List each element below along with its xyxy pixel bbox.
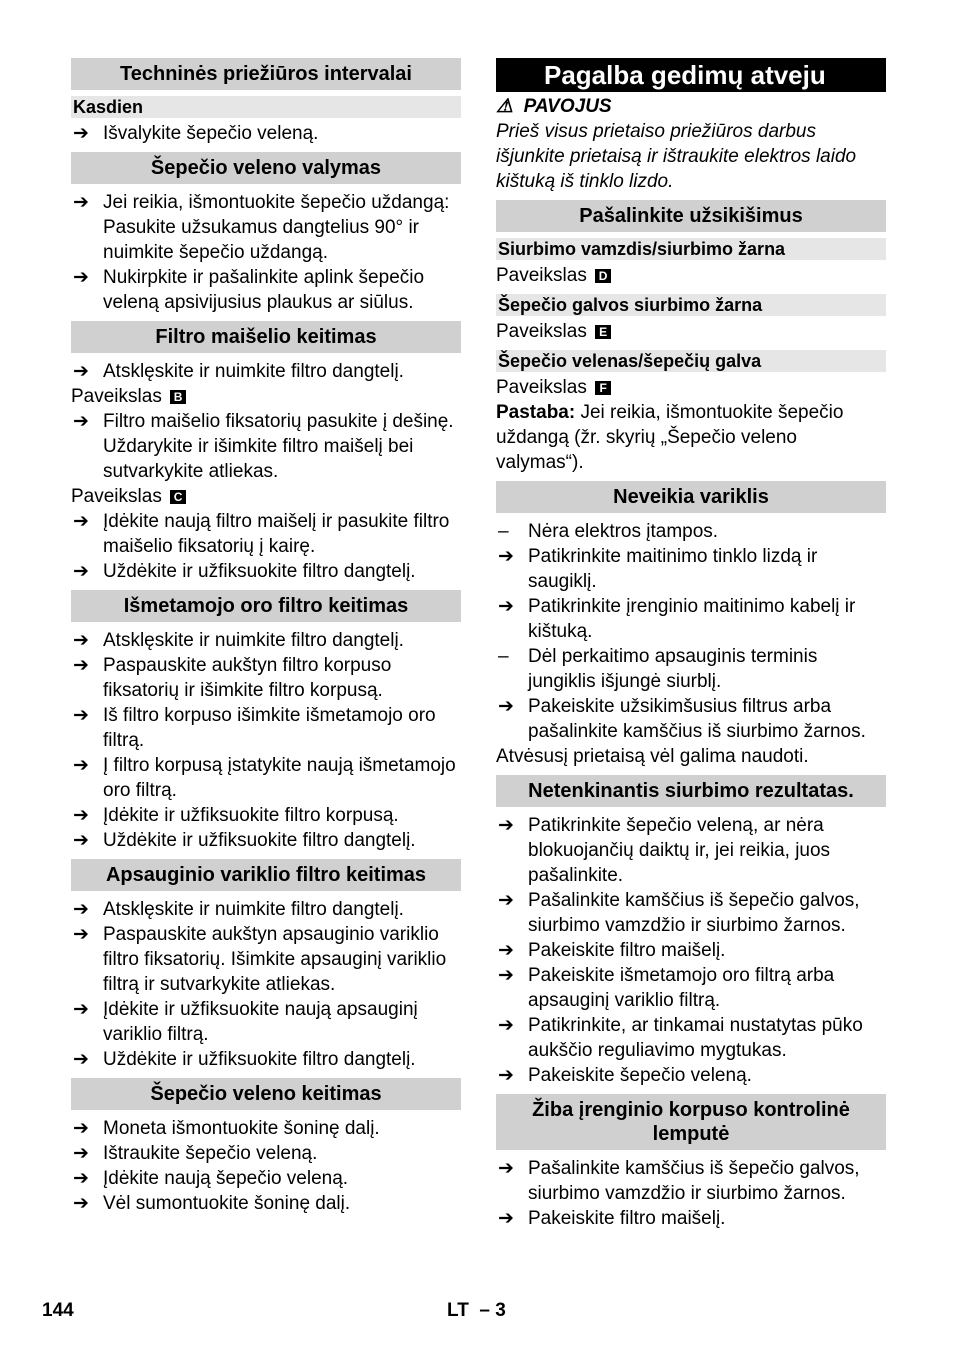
section-title: Techninės priežiūros intervalai xyxy=(71,58,461,90)
figure-badge: B xyxy=(170,390,186,404)
list-item: ➔ Filtro maišelio fiksatorių pasukite į dešinę. Uždarykite ir išimkite filtro maišelį bei sutvarkykite atliekas. xyxy=(73,411,454,482)
arrow-icon: ➔ xyxy=(498,1158,514,1179)
arrow-icon: ➔ xyxy=(73,192,89,213)
list-item: – Nėra elektros įtampos. xyxy=(498,521,719,542)
arrow-icon: ➔ xyxy=(73,999,89,1020)
section-title: Šepečio veleno keitimas xyxy=(71,1078,461,1110)
list-item: ➔ Įdėkite ir užfiksuokite naują apsauginį variklio filtrą. xyxy=(73,999,418,1045)
section-title: Išmetamojo oro filtro keitimas xyxy=(71,590,461,622)
list-item: ➔ Patikrinkite šepečio veleną, ar nėra blokuojančių daiktų ir, jei reikia, juos pašalinkite. xyxy=(498,815,831,886)
list-item: ➔ Patikrinkite maitinimo tinklo lizdą ir saugiklį. xyxy=(498,546,818,592)
section-title: Apsauginio variklio filtro keitimas xyxy=(71,859,461,891)
arrow-icon: ➔ xyxy=(498,596,514,617)
arrow-icon: ➔ xyxy=(73,1168,89,1189)
subsection-title: Šepečio galvos siurbimo žarna xyxy=(496,294,886,316)
warning-icon: ⚠ xyxy=(496,96,514,117)
arrow-icon: ➔ xyxy=(73,924,89,945)
figure-ref: Paveikslas B xyxy=(71,384,461,409)
figure-badge: D xyxy=(595,269,611,283)
dash-marker: – xyxy=(498,646,509,667)
note: Pastaba: Jei reikia, išmontuokite šepečio uždangą (žr. skyrių „Šepečio veleno valymas“). xyxy=(496,402,844,473)
section-title: Netenkinantis siurbimo rezultatas. xyxy=(496,775,886,807)
figure-badge: E xyxy=(595,325,611,339)
figure-ref: Paveikslas F xyxy=(496,375,886,400)
section-title: Šepečio veleno valymas xyxy=(71,152,461,184)
page-footer-label: LT – 3 xyxy=(447,1300,506,1321)
subsection-title: Šepečio velenas/šepečių galva xyxy=(496,350,886,372)
section-title: Pašalinkite užsikišimus xyxy=(496,200,886,232)
list-item: ➔ Uždėkite ir užfiksuokite filtro dangtelį. xyxy=(73,1049,416,1070)
section-title: Neveikia variklis xyxy=(496,481,886,513)
list-item: ➔ Pakeiskite užsikimšusius filtrus arba pašalinkite kamščius iš siurbimo žarnos. xyxy=(498,696,866,742)
list-item: ➔ Patikrinkite įrenginio maitinimo kabelį ir kištuką. xyxy=(498,596,856,642)
list-item: ➔ Uždėkite ir užfiksuokite filtro dangtelį. xyxy=(73,561,416,582)
list-item: ➔ Vėl sumontuokite šoninę dalį. xyxy=(73,1193,351,1214)
page-number: 144 xyxy=(42,1300,74,1321)
list-item: ➔ Įdėkite naują šepečio veleną. xyxy=(73,1168,349,1189)
arrow-icon: ➔ xyxy=(73,755,89,776)
arrow-icon: ➔ xyxy=(73,705,89,726)
list-item: ➔ Pakeiskite filtro maišelį. xyxy=(498,1208,726,1229)
arrow-icon: ➔ xyxy=(73,267,89,288)
warning-text: Prieš visus prietaiso priežiūros darbus išjunkite prietaisą ir ištraukite elektros laido kištuką iš tinklo lizdo. xyxy=(496,121,857,192)
arrow-icon: ➔ xyxy=(73,561,89,582)
figure-ref: Paveikslas C xyxy=(71,484,461,509)
arrow-icon: ➔ xyxy=(498,546,514,567)
left-column xyxy=(71,58,461,1216)
list-item: ➔ Išvalykite šepečio veleną. xyxy=(73,123,319,144)
list-item: ➔ Pakeiskite išmetamojo oro filtrą arba apsauginį variklio filtrą. xyxy=(498,965,835,1011)
list-item: ➔ Nukirpkite ir pašalinkite aplink šepečio veleną apsivijusius plaukus ar siūlus. xyxy=(73,267,425,313)
list-item: ➔ Uždėkite ir užfiksuokite filtro dangtelį. xyxy=(73,830,416,851)
list-item: ➔ Paspauskite aukštyn apsauginio variklio filtro fiksatorių. Išimkite apsauginį variklio filtrą ir sutvarkykite atliekas. xyxy=(73,924,447,995)
figure-badge: F xyxy=(595,381,611,395)
right-column xyxy=(496,58,886,1231)
section-title: Žiba įrenginio korpuso kontrolinė lemputė xyxy=(496,1094,886,1150)
subsection-title: Siurbimo vamzdis/siurbimo žarna xyxy=(496,238,886,260)
arrow-icon: ➔ xyxy=(73,830,89,851)
arrow-icon: ➔ xyxy=(73,805,89,826)
list-item: ➔ Įdėkite naują filtro maišelį ir pasukite filtro maišelio fiksatorių į kairę. xyxy=(73,511,450,557)
paragraph: Atvėsusį prietaisą vėl galima naudoti. xyxy=(496,746,809,767)
arrow-icon: ➔ xyxy=(73,511,89,532)
list-item: ➔ Pašalinkite kamščius iš šepečio galvos, siurbimo vamzdžio ir siurbimo žarnos. xyxy=(498,890,860,936)
figure-ref: Paveikslas E xyxy=(496,319,886,344)
list-item: ➔ Į filtro korpusą įstatykite naują išmetamojo oro filtrą. xyxy=(73,755,456,801)
section-title: Filtro maišelio keitimas xyxy=(71,321,461,353)
list-item: ➔ Paspauskite aukštyn filtro korpuso fiksatorių ir išimkite filtro korpusą. xyxy=(73,655,392,701)
list-item: ➔ Patikrinkite, ar tinkamai nustatytas pūko aukščio reguliavimo mygtukas. xyxy=(498,1015,863,1061)
arrow-icon: ➔ xyxy=(498,965,514,986)
dash-marker: – xyxy=(498,521,509,542)
chapter-title: Pagalba gedimų atveju xyxy=(496,58,886,92)
list-item: ➔ Atsklęskite ir nuimkite filtro dangtelį. xyxy=(73,899,404,920)
arrow-icon: ➔ xyxy=(73,1049,89,1070)
list-item: ➔ Pašalinkite kamščius iš šepečio galvos, siurbimo vamzdžio ir siurbimo žarnos. xyxy=(498,1158,860,1204)
list-item: ➔ Įdėkite ir užfiksuokite filtro korpusą. xyxy=(73,805,399,826)
arrow-icon: ➔ xyxy=(73,1193,89,1214)
arrow-icon: ➔ xyxy=(498,890,514,911)
list-item: ➔ Pakeiskite šepečio veleną. xyxy=(498,1065,752,1086)
subsection-title: Kasdien xyxy=(71,96,461,118)
list-item: ➔ Atsklęskite ir nuimkite filtro dangtelį. xyxy=(73,630,404,651)
arrow-icon: ➔ xyxy=(73,899,89,920)
arrow-icon: ➔ xyxy=(498,696,514,717)
arrow-icon: ➔ xyxy=(73,123,89,144)
list-item: – Dėl perkaitimo apsauginis terminis jungiklis išjungė siurblį. xyxy=(498,646,818,692)
list-item: ➔ Atsklęskite ir nuimkite filtro dangtelį. xyxy=(73,361,404,382)
arrow-icon: ➔ xyxy=(498,940,514,961)
list-item: ➔ Pakeiskite filtro maišelį. xyxy=(498,940,726,961)
list-item: ➔ Moneta išmontuokite šoninę dalį. xyxy=(73,1118,380,1139)
arrow-icon: ➔ xyxy=(73,1118,89,1139)
list-item: ➔ Ištraukite šepečio veleną. xyxy=(73,1143,318,1164)
warning-heading: ⚠ PAVOJUS xyxy=(496,96,612,117)
arrow-icon: ➔ xyxy=(498,1065,514,1086)
list-item: ➔ Iš filtro korpuso išimkite išmetamojo oro filtrą. xyxy=(73,705,436,751)
figure-ref: Paveikslas D xyxy=(496,263,886,288)
arrow-icon: ➔ xyxy=(498,1015,514,1036)
arrow-icon: ➔ xyxy=(73,655,89,676)
arrow-icon: ➔ xyxy=(73,411,89,432)
arrow-icon: ➔ xyxy=(498,815,514,836)
figure-badge: C xyxy=(170,490,186,504)
arrow-icon: ➔ xyxy=(498,1208,514,1229)
list-item: ➔ Jei reikia, išmontuokite šepečio uždangą: Pasukite užsukamus dangtelius 90° ir nuimkite šepečio uždangą. xyxy=(73,192,450,263)
arrow-icon: ➔ xyxy=(73,630,89,651)
arrow-icon: ➔ xyxy=(73,361,89,382)
arrow-icon: ➔ xyxy=(73,1143,89,1164)
